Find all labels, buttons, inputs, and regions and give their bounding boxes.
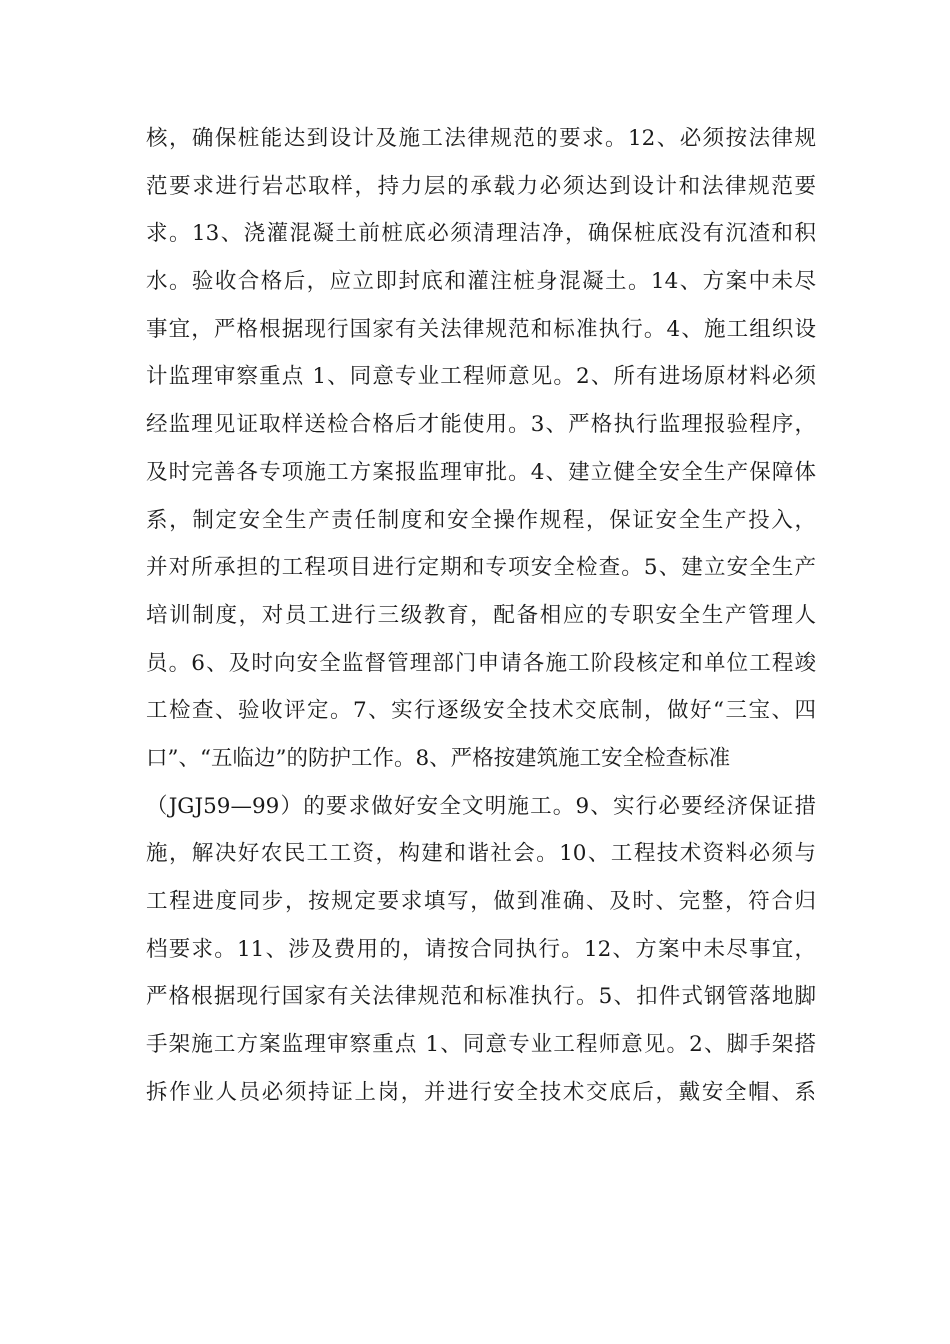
text-line-3: 求。13、浇灌混凝土前桩底必须清理洁净，确保桩底没有沉渣和积: [146, 221, 816, 247]
text-line-4: 水。验收合格后，应立即封底和灌注桩身混凝土。14、方案中未尽: [146, 269, 816, 295]
text-line-19: 严格根据现行国家有关法律规范和标准执行。5、扣件式钢管落地脚: [146, 984, 816, 1010]
text-line-16: 施，解决好农民工工资，构建和谐社会。10、工程技术资料必须与: [146, 841, 816, 867]
text-line-10: 并对所承担的工程项目进行定期和专项安全检查。5、建立安全生产: [146, 555, 816, 581]
text-line-8: 及时完善各专项施工方案报监理审批。4、建立健全安全生产保障体: [146, 459, 816, 485]
text-line-12: 员。6、及时向安全监督管理部门申请各施工阶段核定和单位工程竣: [146, 650, 816, 676]
text-line-7: 经监理见证取样送检合格后才能使用。3、严格执行监理报验程序，: [146, 412, 816, 438]
text-line-17: 工程进度同步，按规定要求填写，做到准确、及时、完整，符合归: [146, 889, 816, 914]
text-line-11: 培训制度，对员工进行三级教育，配备相应的专职安全生产管理人: [146, 602, 816, 628]
text-line-5: 事宜，严格根据现行国家有关法律规范和标准执行。4、施工组织设: [146, 316, 816, 342]
text-line-21: 拆作业人员必须持证上岗，并进行安全技术交底后，戴安全帽、系: [146, 1079, 816, 1105]
text-line-20: 手架施工方案监理审察重点 1、同意专业工程师意见。2、脚手架搭: [146, 1032, 816, 1058]
text-line-6: 计监理审察重点 1、同意专业工程师意见。2、所有进场原材料必须: [146, 364, 816, 390]
text-line-2: 范要求进行岩芯取样，持力层的承载力必须达到设计和法律规范要: [146, 173, 816, 199]
text-line-15: （JGJ59—99）的要求做好安全文明施工。9、实行必要经济保证措: [146, 793, 816, 819]
body-text: [146, 115, 816, 1116]
text-line-13: 工检查、验收评定。7、实行逐级安全技术交底制，做好“三宝、四: [146, 698, 816, 724]
text-line-14: 口”、“五临边”的防护工作。8、严格按建筑施工安全检查标准: [146, 745, 731, 771]
text-line-9: 系，制定安全生产责任制度和安全操作规程，保证安全生产投入，: [146, 507, 816, 533]
text-line-1: 核，确保桩能达到设计及施工法律规范的要求。12、必须按法律规: [146, 126, 816, 151]
text-line-18: 档要求。11、涉及费用的，请按合同执行。12、方案中未尽事宜，: [146, 936, 816, 962]
